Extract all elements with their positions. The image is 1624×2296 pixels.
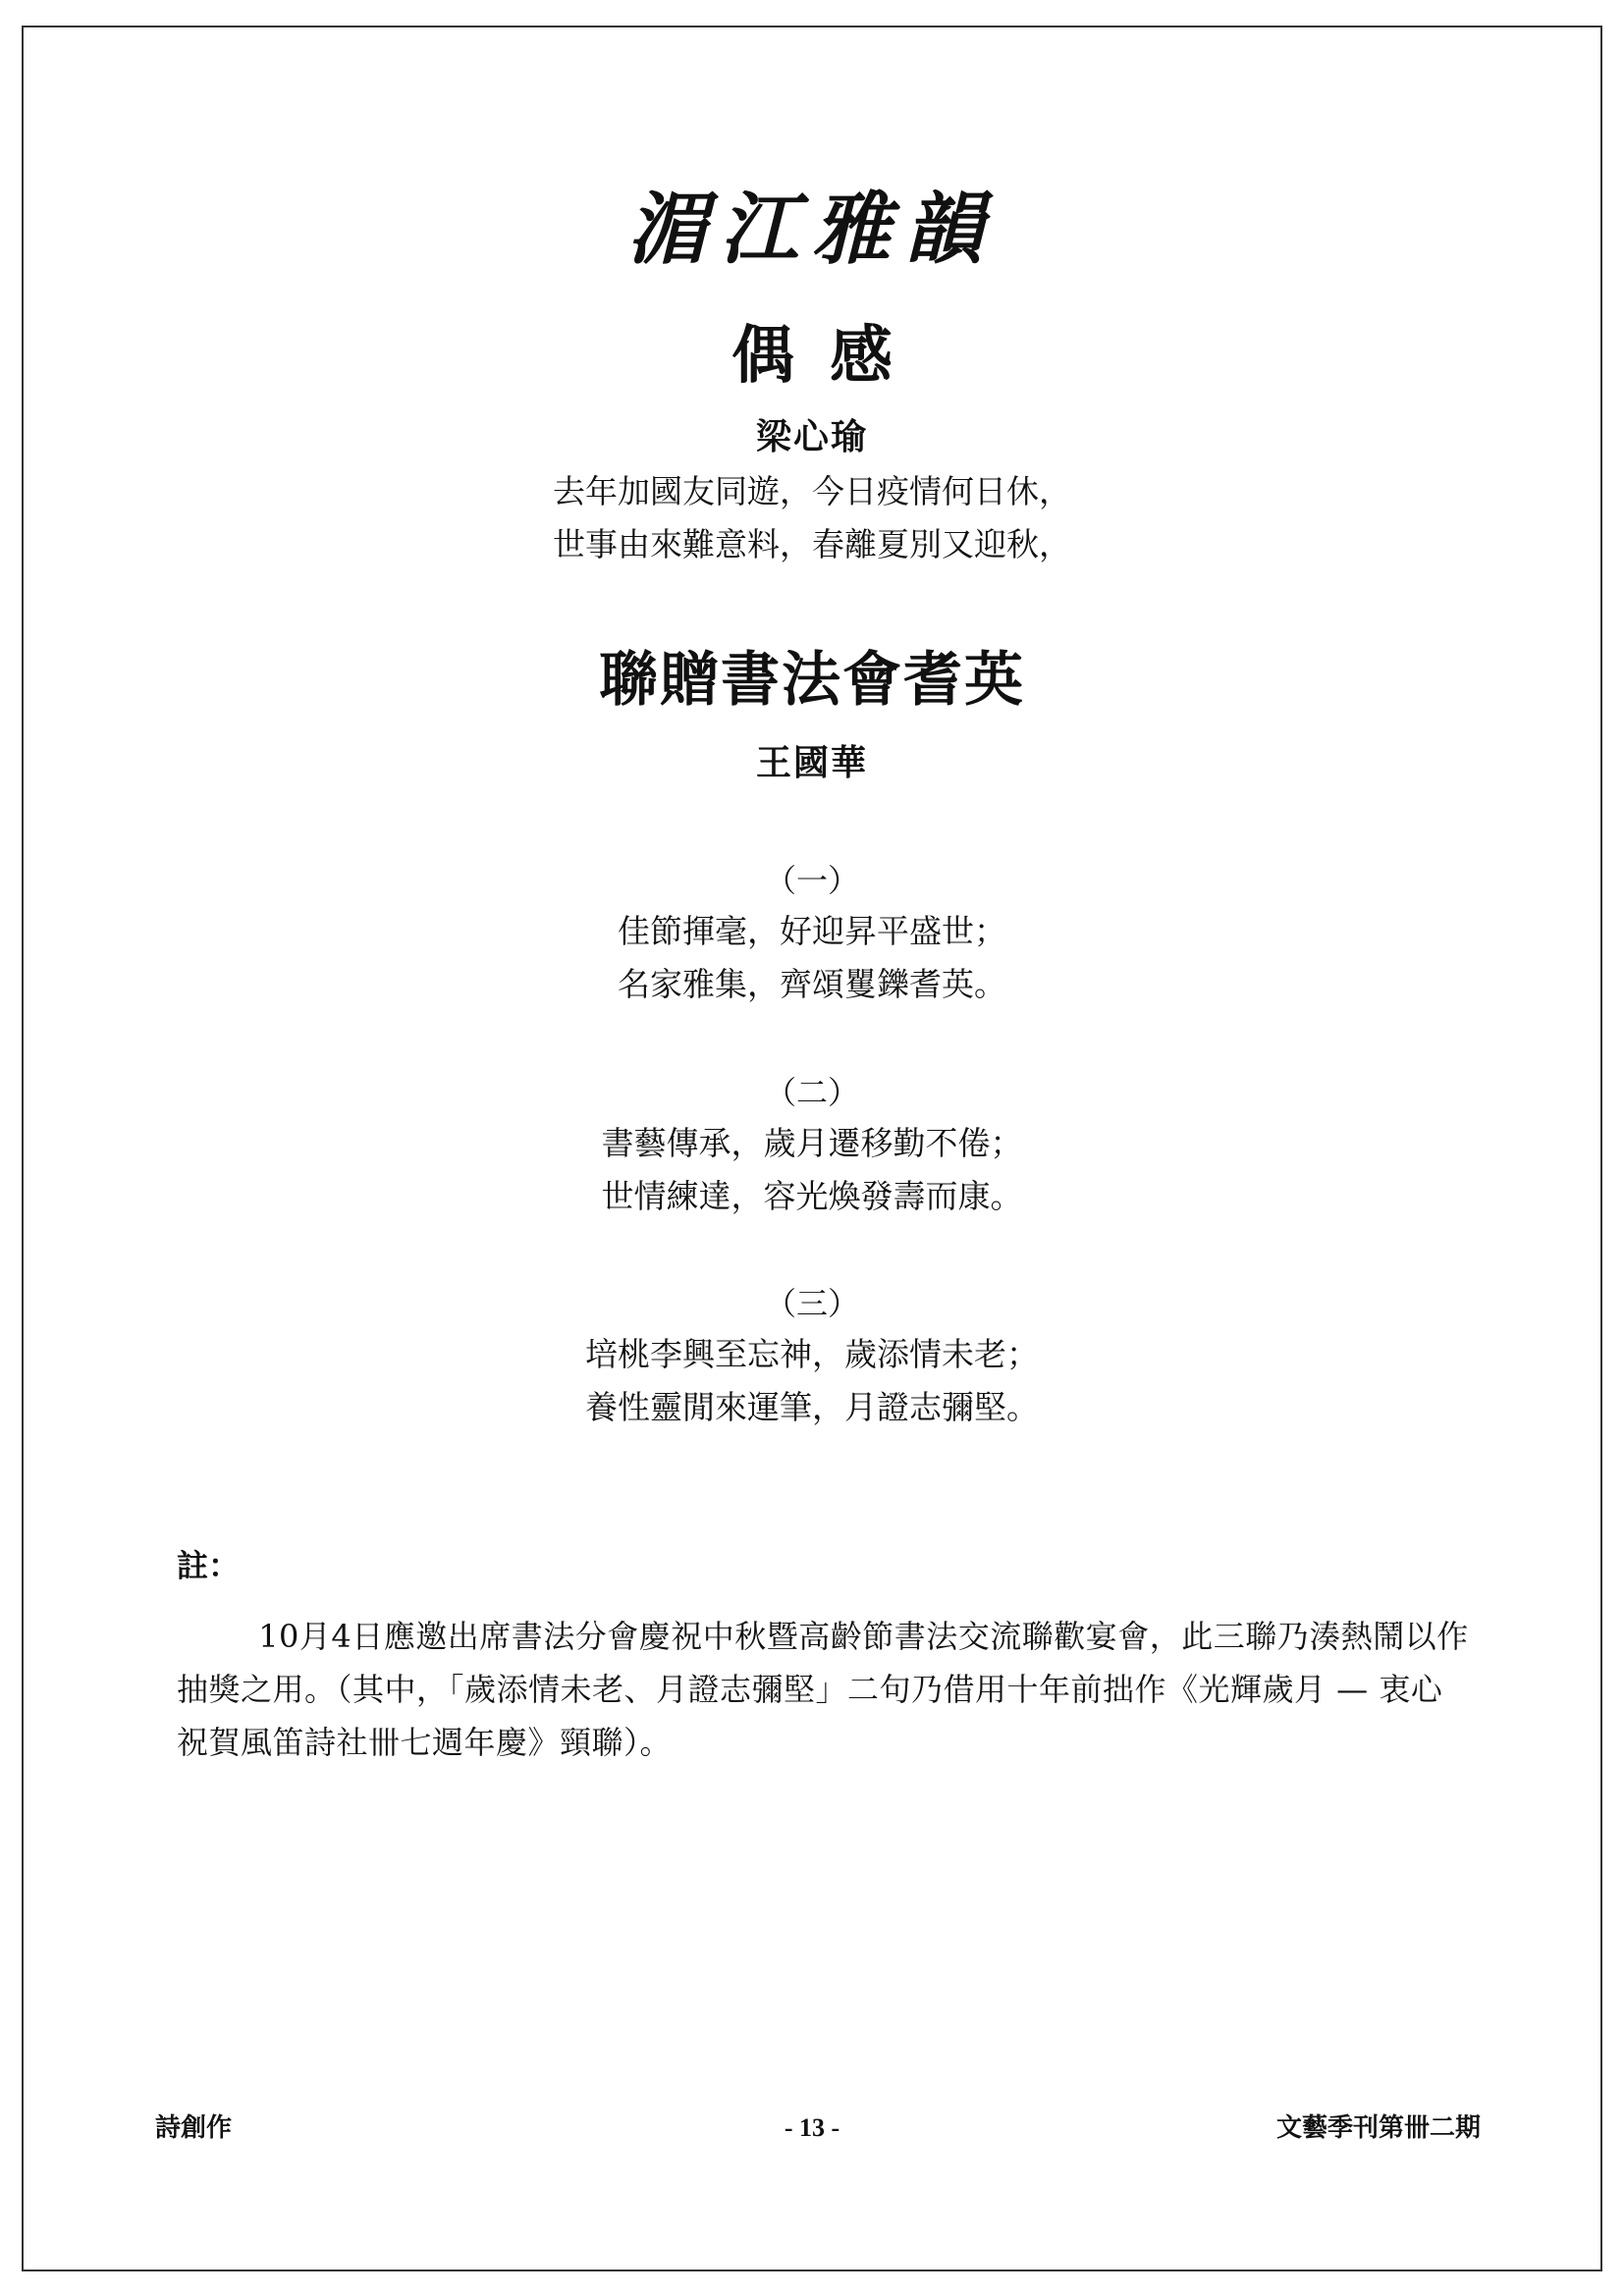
footer-publication: 文藝季刊第卌二期	[1275, 2113, 1481, 2143]
poem-line: 去年加國友同遊，今日疫情何日休，	[553, 472, 1071, 510]
couplet-2	[0, 1068, 1624, 1223]
note-text: 10月4日應邀出席書法分會慶祝中秋暨高齡節書法交流聯歡宴會，此三聯乃湊熱鬧以作抽獎之用。（其中，「歲添情未老、月證志彌堅」二句乃借用十年前拙作《光輝歲月 — 衷心祝賀風笛詩社卌七週年慶》頸聯）。	[177, 1618, 1469, 1761]
couplet-line: 養性靈閒來運筆，月證志彌堅。	[585, 1388, 1039, 1426]
couplet-number: （三）	[764, 1285, 859, 1322]
couplet-1	[0, 856, 1624, 1011]
couplet-line: 書藝傳承，歲月遷移勤不倦；	[601, 1124, 1023, 1162]
footer-category: 詩創作	[155, 2113, 233, 2143]
poem2-author: 王國華	[755, 742, 868, 783]
couplet-line: 世情練達，容光煥發壽而康。	[601, 1177, 1023, 1215]
note-label: 註：	[177, 1547, 241, 1584]
couplet-line: 培桃李興至忘神，歲添情未老；	[585, 1335, 1039, 1373]
poem1-author: 梁心瑜	[755, 416, 868, 457]
section-title: 湄江雅韻	[627, 183, 997, 275]
footer-page-number: - 13 -	[784, 2113, 840, 2142]
couplet-line: 名家雅集，齊頌矍鑠耆英。	[618, 965, 1006, 1003]
poem2-title: 聯贈書法會耆英	[599, 646, 1025, 715]
couplet-number: （一）	[764, 862, 859, 899]
poem1-body	[0, 465, 1624, 571]
couplet-line: 佳節揮毫，好迎昇平盛世；	[618, 912, 1006, 950]
couplet-number: （二）	[764, 1074, 859, 1111]
note-section	[177, 1539, 1473, 1769]
couplet-3	[0, 1279, 1624, 1434]
poem1-title: 偶感	[731, 319, 928, 393]
poem-line: 世事由來難意料，春離夏別又迎秋，	[553, 525, 1071, 563]
